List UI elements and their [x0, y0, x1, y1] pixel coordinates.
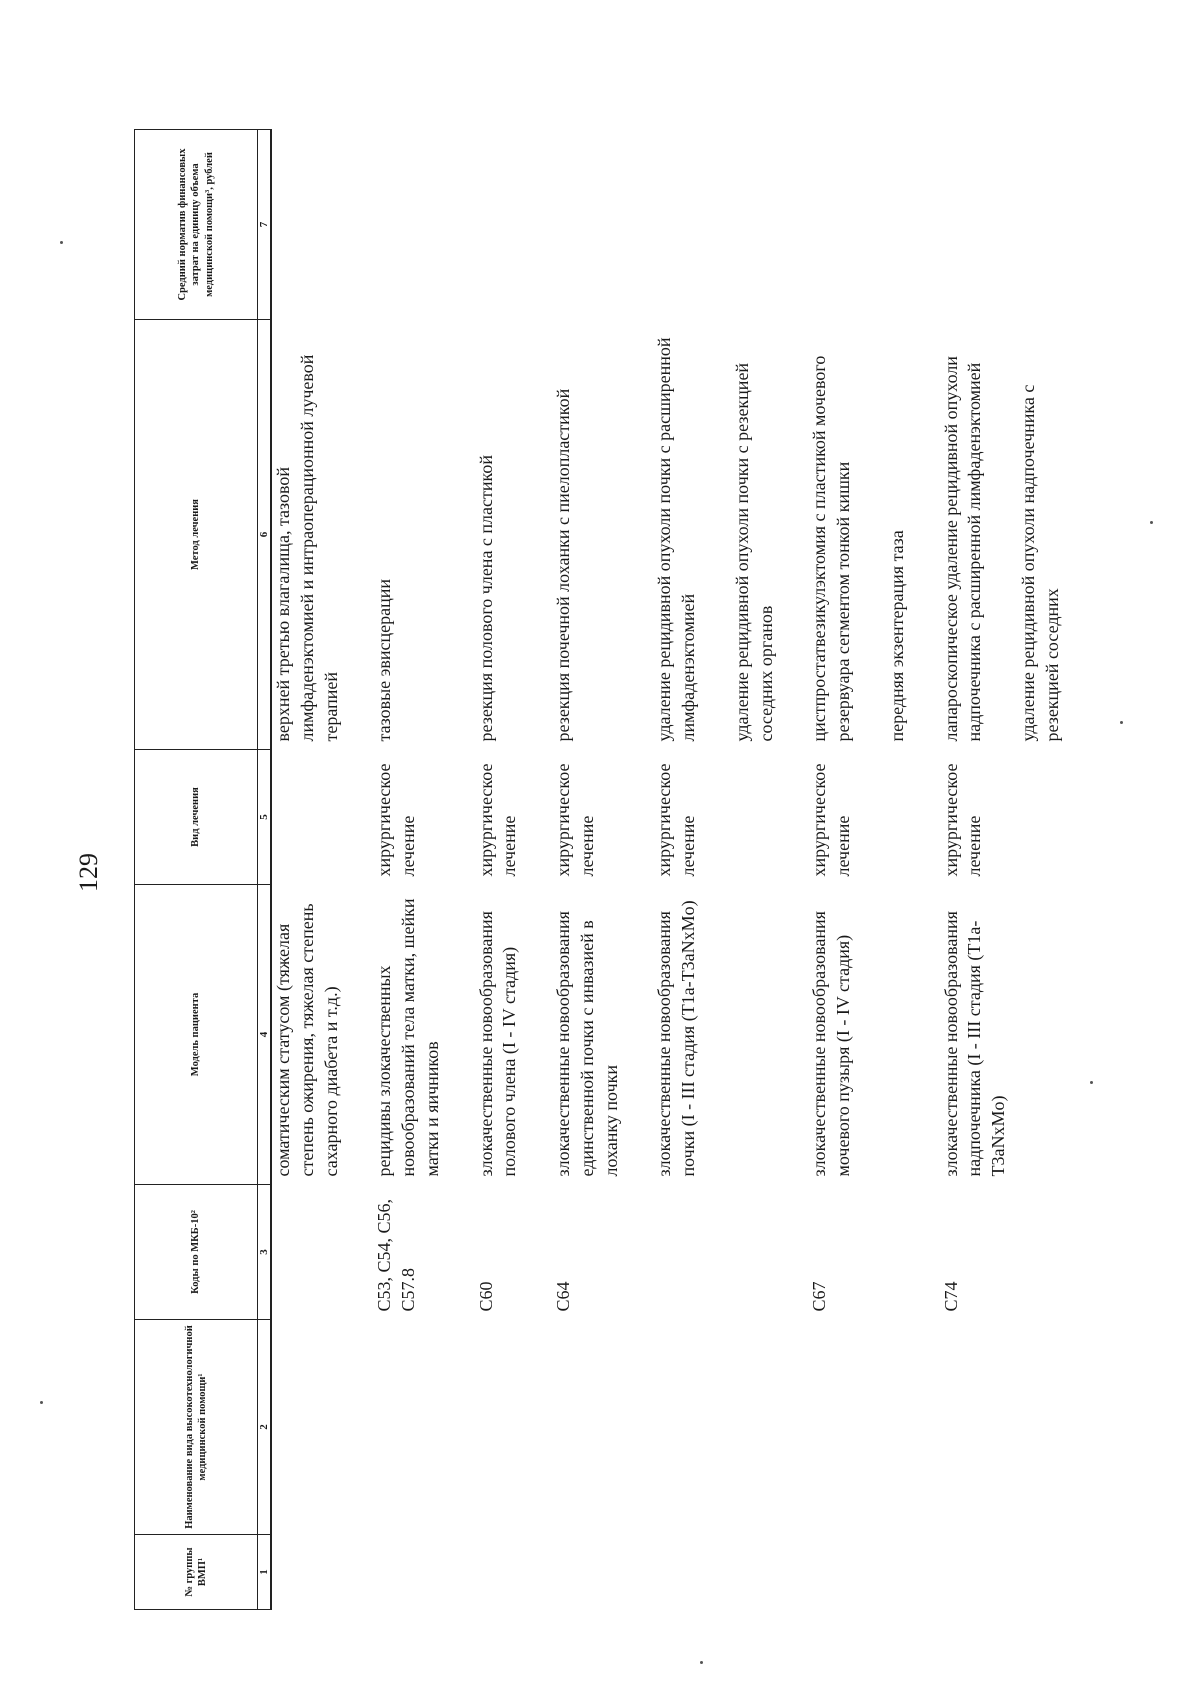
treatment-method-text: удаление рецидивной опухоли почки с расширенной лимфаденэктомией	[654, 337, 698, 742]
column-number: 2	[258, 1320, 272, 1535]
treatment-method-text: верхней третью влагалища, тазовой лимфаденэктомией и интраоперационной лучевой терапией	[273, 354, 341, 742]
scan-speck	[1090, 1081, 1093, 1084]
treatment-method-text: тазовые эвисцерации	[374, 578, 395, 742]
treatment-method-cell	[271, 320, 343, 750]
header-treatment-method: Метод лечения	[135, 320, 258, 750]
treatment-type-cell: хирургическое лечение	[940, 763, 985, 877]
table-row	[552, 130, 623, 1610]
column-number-row	[258, 130, 272, 1610]
column-number: 5	[258, 750, 272, 885]
column-number: 3	[258, 1185, 272, 1320]
patient-model-cell: злокачественные новообразования почки (I - III стадия (T1a-T3aNxMo)	[654, 900, 698, 1177]
header-treatment-type: Вид лечения	[135, 750, 258, 885]
icd-code-cell: С60	[475, 1281, 496, 1312]
treatment-method-text: цистпростатвезикулэктомия с пластикой мочевого резервуара сегментом тонкой кишки	[809, 355, 853, 742]
icd-code-cell: С53, С54, С56, С57.8	[374, 1198, 418, 1312]
table-row	[373, 130, 444, 1610]
treatment-method-text: удаление рецидивной опухоли надпочечника с резекцией соседних	[1018, 384, 1062, 742]
header-icd-codes: Коды по МКБ-10²	[135, 1185, 258, 1320]
treatment-type-cell	[271, 750, 343, 885]
patient-model-cell: злокачественные новообразования надпочечника (I - III стадия (T1a-T3aNxMo)	[940, 911, 1008, 1177]
patient-model-cell: злокачественные новообразования полового члена (I - IV стадия)	[475, 911, 520, 1177]
header-row	[135, 130, 258, 1610]
icd-code-cell: С64	[553, 1281, 573, 1312]
treatment-method-cell	[475, 320, 523, 750]
page-number: 129	[74, 853, 103, 892]
header-cost-standard: Средний норматив финансовых затрат на единицу объема медицинской помощи³, рублей	[135, 130, 258, 320]
patient-model-cell: злокачественные новообразования мочевого пузыря (I - IV стадия)	[809, 911, 853, 1177]
scan-speck	[700, 1661, 703, 1664]
treatment-method-cell	[552, 320, 623, 750]
treatment-method-text: передняя экзентерация таза	[886, 530, 907, 742]
treatment-method-cell	[653, 320, 778, 750]
patient-model-cell: злокачественные новообразования единственной почки с инвазией в лоханку почки	[553, 911, 621, 1177]
column-number: 1	[258, 1535, 272, 1610]
scan-speck	[1150, 521, 1153, 524]
icd-code-cell: С67	[809, 1281, 830, 1312]
treatment-method-cell	[940, 320, 1065, 750]
table-row	[808, 130, 909, 1610]
treatment-method-text: удаление рецидивной опухоли почки с резекцией соседних органов	[731, 362, 776, 742]
column-number: 7	[258, 130, 272, 320]
scan-speck	[60, 241, 63, 244]
treatment-method-text: резекция почечной лоханки с пиелопластикой	[553, 388, 573, 742]
header-patient-model: Модель пациента	[135, 885, 258, 1185]
scan-speck	[40, 1401, 43, 1404]
header-group-number: № группы ВМП¹	[135, 1535, 258, 1610]
header-care-type-name: Наименование вида высокотехнологичной медицинской помощи¹	[135, 1320, 258, 1535]
treatment-type-cell: хирургическое лечение	[654, 763, 698, 877]
column-number: 4	[258, 885, 272, 1185]
icd-code-cell: С74	[940, 1281, 961, 1312]
icd-code-cell	[271, 1185, 343, 1320]
treatment-type-cell: хирургическое лечение	[475, 763, 520, 877]
table-row	[271, 130, 343, 1610]
treatment-method-cell	[373, 320, 444, 750]
treatment-table	[134, 129, 1065, 1610]
column-number: 6	[258, 320, 272, 750]
table-row	[940, 130, 1065, 1610]
treatment-type-cell: хирургическое лечение	[809, 763, 853, 877]
table-row	[653, 130, 778, 1610]
treatment-type-cell: хирургическое лечение	[374, 763, 418, 877]
treatment-method-text: резекция полового члена с пластикой	[475, 455, 496, 742]
icd-code-cell	[653, 1185, 778, 1320]
table-row	[475, 130, 523, 1610]
patient-model-cell: соматическим статусом (тяжелая степень ожирения, тяжелая степень сахарного диабета и т.д.)	[273, 903, 341, 1177]
scan-speck	[1120, 721, 1123, 724]
treatment-method-text: лапароскопическое удаление рецидивной опухоли надпочечника с расширенной лимфаденэктомией	[940, 356, 985, 742]
treatment-type-cell: хирургическое лечение	[553, 763, 597, 877]
patient-model-cell: рецидивы злокачественных новообразований тела матки, шейки матки и яичников	[374, 898, 442, 1177]
treatment-method-cell	[808, 320, 909, 750]
